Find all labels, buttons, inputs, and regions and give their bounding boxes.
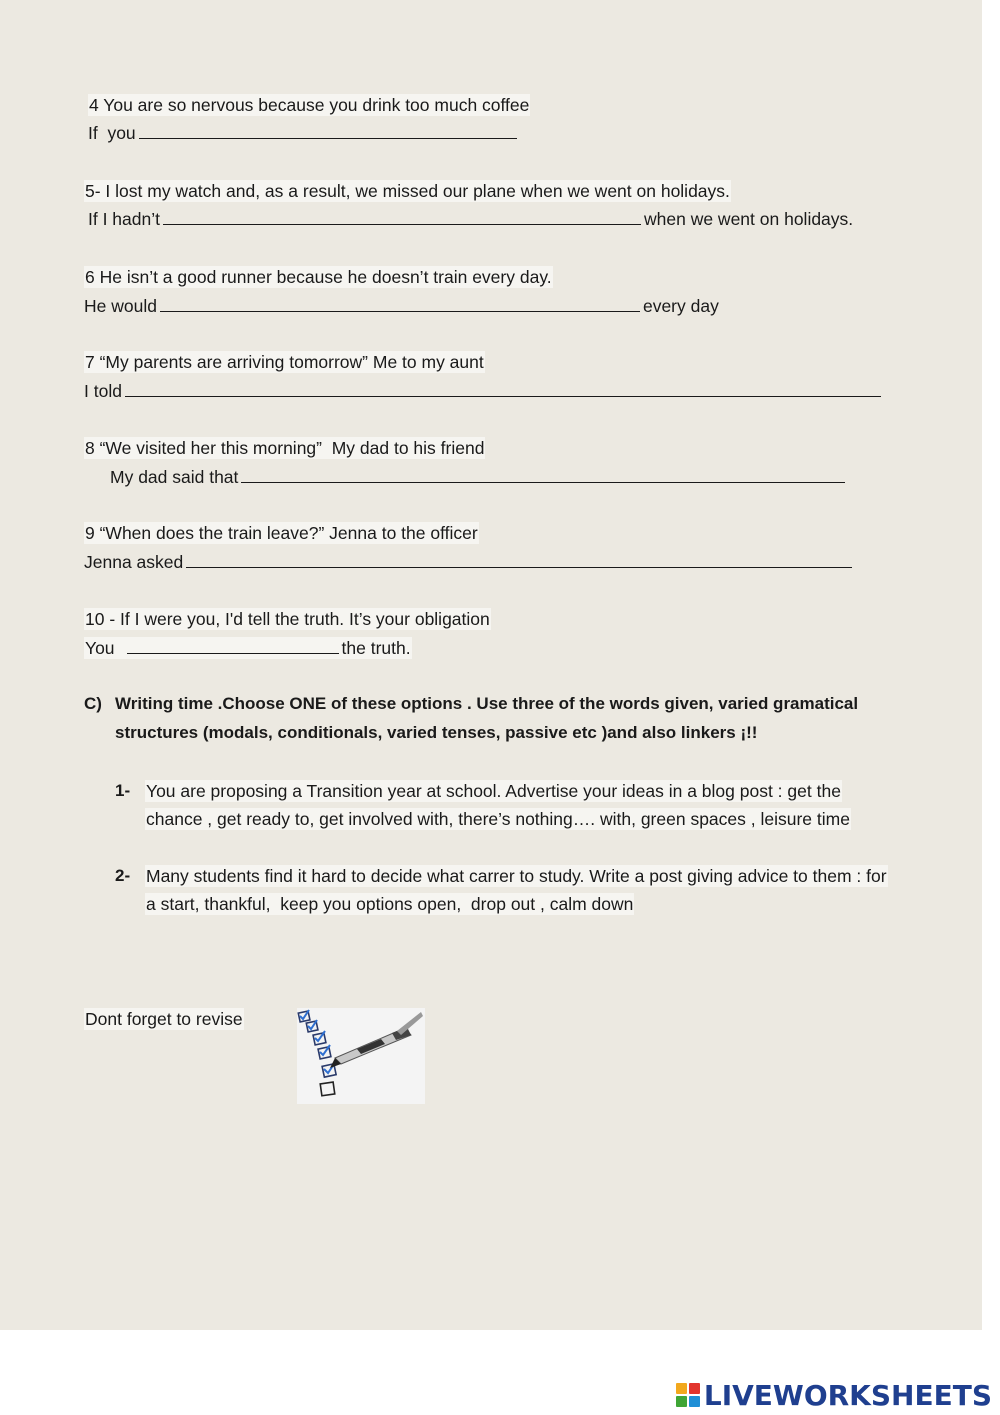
logo-grid-icon — [676, 1383, 700, 1407]
exercise-10-answer-line — [84, 637, 412, 659]
exercise-8-prompt: 8 “We visited her this morning” My dad to his friend — [85, 438, 485, 458]
logo-wordmark: LIVEWORKSHEETS — [703, 1378, 992, 1412]
answer-blank[interactable] — [125, 395, 881, 397]
option-2-number: 2- — [115, 866, 131, 885]
exercise-8-answer-line — [110, 466, 848, 488]
exercise-9-prompt: 9 “When does the train leave?” Jenna to the officer — [85, 523, 478, 543]
answer-start: Jenna asked — [84, 552, 184, 572]
answer-start: If you — [88, 123, 136, 143]
option-1-line2: chance , get ready to, get involved with, there’s nothing…. with, green spaces , leisure time — [146, 809, 850, 829]
exercise-5-prompt: 5- I lost my watch and, as a result, we missed our plane when we went on holidays. — [85, 181, 730, 201]
answer-start: He would — [84, 296, 157, 316]
answer-blank[interactable] — [241, 481, 845, 483]
exercise-6-prompt: 6 He isn’t a good runner because he doesn’t train every day. — [85, 267, 552, 287]
exercise-9-answer-line — [84, 551, 855, 573]
option-1-number: 1- — [115, 781, 131, 800]
liveworksheets-logo — [676, 1375, 992, 1415]
answer-end: the truth. — [341, 638, 411, 658]
answer-blank[interactable] — [127, 652, 339, 654]
logo-square — [676, 1396, 687, 1407]
option-2-line2: a start, thankful, keep you options open, drop out , calm down — [146, 894, 634, 914]
exercise-6-answer-line — [84, 295, 719, 317]
option-2-line1: Many students find it hard to decide what carrer to study. Write a post giving advice to them : for — [146, 866, 887, 886]
answer-end: when we went on holidays. — [644, 209, 854, 229]
answer-blank[interactable] — [163, 223, 641, 225]
logo-square — [689, 1396, 700, 1407]
answer-blank[interactable] — [160, 310, 640, 312]
reminder-text: Dont forget to revise — [85, 1009, 243, 1029]
answer-start: My dad said that — [110, 467, 239, 487]
exercise-5-answer-line — [88, 208, 853, 230]
section-c-instruction-line1: Writing time .Choose ONE of these options . Use three of the words given, varied gramatical — [115, 694, 859, 713]
answer-start: I told — [84, 381, 122, 401]
exercise-10-prompt: 10 - If I were you, I'd tell the truth. It’s your obligation — [85, 609, 490, 629]
exercise-4-prompt: 4 You are so nervous because you drink too much coffee — [89, 95, 530, 115]
logo-square — [689, 1383, 700, 1394]
exercise-7-answer-line — [84, 380, 884, 402]
answer-start: If I hadn’t — [88, 209, 160, 229]
answer-blank[interactable] — [139, 137, 517, 139]
logo-square — [676, 1383, 687, 1394]
answer-start: You — [85, 638, 115, 658]
answer-end: every day — [642, 296, 719, 316]
section-c-instruction-line2: structures (modals, conditionals, varied tenses, passive etc )and also linkers ¡!! — [115, 723, 758, 742]
option-1-line1: You are proposing a Transition year at school. Advertise your ideas in a blog post : get the — [146, 781, 841, 801]
section-c-label: C) — [84, 694, 102, 713]
exercise-7-prompt: 7 “My parents are arriving tomorrow” Me to my aunt — [85, 352, 484, 372]
checklist-pen-image — [297, 1008, 425, 1104]
exercise-4-answer-line — [88, 122, 520, 144]
answer-blank[interactable] — [186, 566, 852, 568]
checklist-pen-icon — [297, 1008, 425, 1104]
